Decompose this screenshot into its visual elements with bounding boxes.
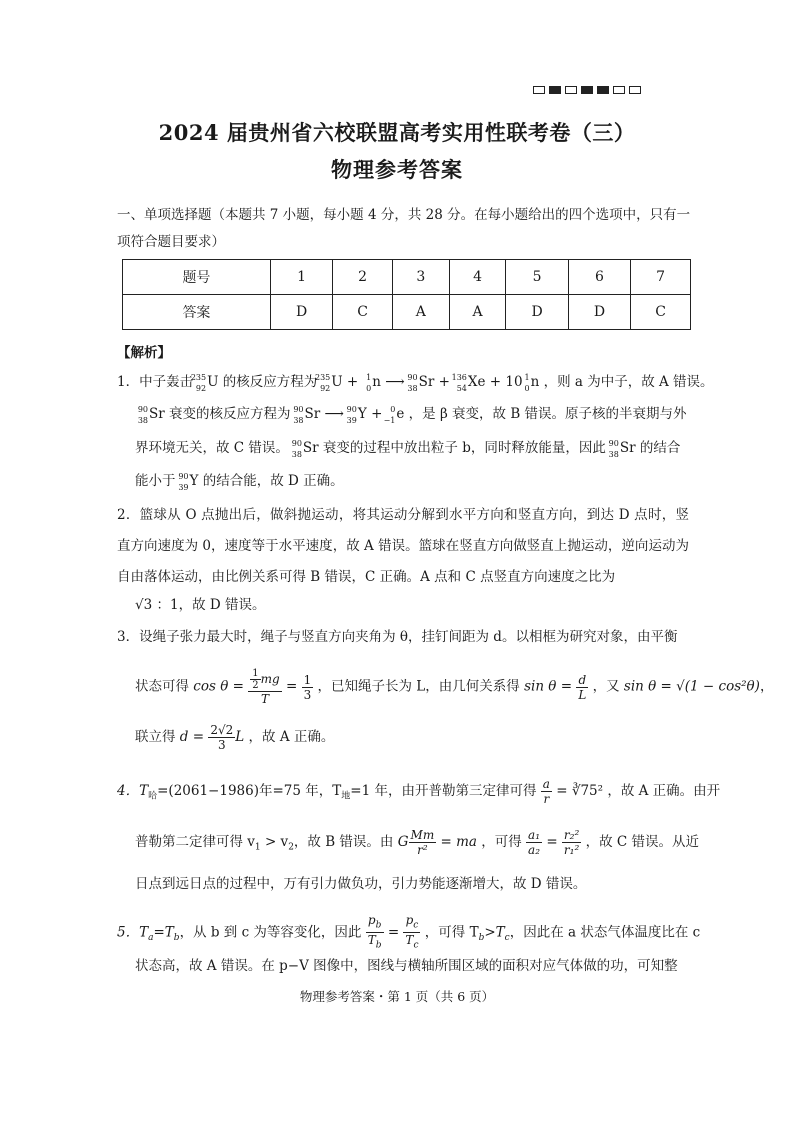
q1-text: U 的核反应方程为 [207,374,318,390]
q3-text: ， [759,678,774,695]
isotope: 90 39 [346,404,357,425]
mark-box [613,86,625,94]
fraction-numerator: 1 [303,672,312,687]
q4-math: = ∛75² [556,783,604,799]
fraction-denominator: T [260,692,269,706]
isotope: 235 92 [190,372,207,393]
isotope: 90 38 [291,438,302,459]
q1-text: Sr 的结合 [619,440,681,456]
fraction-denominator: 3 [303,687,312,702]
fraction-denominator: r [543,792,550,806]
fraction [208,723,235,752]
section1-heading: 一、单项选择题（本题共 7 小题，每小题 4 分，共 28 分。在每小题给出的四个选项中，只有一项符合题目要求） [117,207,691,250]
isotope: 90 38 [407,372,418,393]
fraction-denominator: T [405,933,414,948]
q5-text: ，因此在 a 状态气体温度比在 c [509,924,701,941]
q1-text: Sr + [418,374,450,390]
isotope: 235 92 [314,372,331,393]
q1-text: Sr ⟶ [304,406,344,422]
table-cell: C [333,295,393,330]
q3-text: ，故 A 正确。 [248,729,335,745]
page-footer: 物理参考答案・第 1 页（共 6 页） [299,989,495,1004]
q5-line1: 5．$T_a=T_b$，从 b 到 c 为等容变化，因此 $\frac{p_b}{T_b}$ = $\frac{p_c}{T_c}$ ，可得 $T_b>T_c$，因此在 a 状态气体温度比在 c [117,913,701,951]
isotope: 90 38 [137,404,148,425]
fraction-numerator: p [367,913,376,927]
fraction-numerator: p [405,913,414,927]
table-cell: 3 [393,260,450,295]
isotope: 1 0 [366,372,372,393]
table-row [123,260,691,295]
fraction-numerator: $\frac{1}{2}$ mg [248,668,281,692]
q3-line3 [135,723,334,752]
q2-paragraph: 2．篮球从 O 点抛出后，做斜抛运动，将其运动分解到水平方向和竖直方向，到达 D 点时，竖直方向速度为 0，速度等于水平速度，故 A 错误。篮球在竖直方向做竖直上抛运动，逆向运动为自由落体运动，由比例关系可得 B 错误，C 正确。A 点和 C 点竖直方向速度之比为 [117,507,689,585]
q2-tail: √3 ：1，故 D 错误。 [135,597,266,613]
fraction [576,673,588,702]
fraction [562,828,581,857]
q1-text: Xe + 10 [467,374,523,390]
fraction: $\frac{p_b}{T_b}$ [367,913,382,951]
row-label: 答案 [123,295,271,330]
q1-line4 [135,469,344,492]
q5-text: >T [484,924,505,941]
q5-text: ，可得 T [424,924,479,941]
q3-text: ，已知绳子长为 L，由几何关系得 [317,678,520,695]
q1-line3 [135,436,680,459]
fraction [248,668,281,706]
fraction-numerator: a₁ [528,828,541,842]
fraction-numerator: a [542,777,550,791]
title-line1: 2024 届贵州省六校联盟高考实用性联考卷（三） [158,120,636,145]
answer-table [122,259,691,330]
q4-math: G [397,834,409,850]
fraction-denominator: r₁² [563,843,580,857]
fraction-denominator: a₂ [528,843,541,857]
table-cell: A [393,295,450,330]
fraction: $\frac{p_c}{T_c}$ [405,913,419,951]
q4-line1: 4．$T_哈=(2061-1986)$年=75 年，$T_地=1$ 年，由开普勒第三定律可得 $\frac{a}{r}$ = ∛75² ，故 A 正确。由开 [117,777,721,806]
row-label: 题号 [123,260,271,295]
fraction-denominator: T [367,933,376,948]
fraction [541,777,552,806]
q3-math: L [235,729,245,745]
q4-text: =1 年，由开普勒第三定律可得 [350,783,537,799]
q4-math: = ma [440,834,477,850]
q3-line1: 3．设绳子张力最大时，绳子与竖直方向夹角为 θ，挂钉间距为 d。以相框为研究对象，由平衡 [117,629,678,645]
table-cell: 7 [631,260,691,295]
q4-text: ，故 A 正确。由开 [607,783,721,799]
q5-math: = [387,924,400,941]
fraction-denominator: 3 [217,738,226,752]
table-cell: 1 [270,260,332,295]
fraction-denominator: r² [417,843,428,857]
q3-math: mg [260,672,280,686]
q4-text: 普勒第二定律可得 v [135,834,255,850]
q1-text: n ，则 a 为中子，故 A 错误。 [530,374,714,390]
table-cell: A [449,295,506,330]
q1-text: 能小于 [135,473,176,489]
isotope: 1 0 [524,372,530,393]
q1-text: 界环境无关，故 C 错误。 [135,440,289,456]
table-cell: D [568,295,630,330]
fraction-numerator: 2√2 [210,723,234,737]
fraction-numerator: r₂² [563,828,580,842]
q5-line2: 状态高，故 A 错误。在 p−V 图像中，图线与横轴所围区域的面积对应气体做的功，可知整 [135,958,678,974]
fraction [409,828,437,857]
q1-line1 [117,370,714,393]
table-cell: 2 [333,260,393,295]
mark-box [549,86,561,94]
analysis-label: 【解析】 [117,345,171,361]
q1-text: n ⟶ [372,374,405,390]
q3-math: = [285,678,298,695]
q4-text: 4．T [117,783,149,799]
q3-math: sin θ = √(1 − cos²θ) [623,678,760,695]
q4-line2: 普勒第二定律可得 $v_1 > v_2$，故 B 错误。由 G $\frac{Mm}{\text{r²}}$ = ma ，可得 $\frac{\text{a₁}}{\text{a₂}}$ = $\frac{\text{r₂²}}{\text{r₁²}}$ ，故 C 错误。从近 [135,828,699,857]
q1-text: Sr 衰变的过程中放出粒子 b，同时释放能量，因此 [302,440,606,456]
isotope: 136 54 [451,372,467,393]
isotope: 0 −1 [383,404,396,425]
q3-text: 联立得 [135,729,176,745]
q1-text: e ，是 β 衰变，故 B 错误。原子核的半衰期与外 [396,406,687,422]
q4-text: ，故 B 错误。由 [293,834,394,850]
table-row [123,295,691,330]
q1-text: Y 的结合能，故 D 正确。 [189,473,344,489]
table-cell: D [270,295,332,330]
fraction [526,828,542,857]
q4-text: > v [260,834,289,850]
q1-text: U + [331,374,359,390]
table-cell: 4 [449,260,506,295]
title-line2: 物理参考答案 [331,157,463,182]
q3-text: 状态可得 [135,678,189,695]
q1-line2 [135,402,687,425]
table-cell: C [631,295,691,330]
mark-box [581,86,593,94]
q4-text: =(2061−1986)年=75 年，T [157,783,342,799]
table-cell: D [506,295,568,330]
mark-box [629,86,641,94]
q3-math: cos θ = [193,678,244,695]
q4-math: = [546,834,558,850]
q5-text: ，从 b 到 c 为等容变化，因此 [179,924,362,941]
mark-box [533,86,545,94]
mark-box [597,86,609,94]
isotope: 90 38 [293,404,304,425]
fraction [302,673,314,702]
q1-text: 1．中子轰击 [117,374,194,390]
q1-text: Sr 衰变的核反应方程为 [149,406,291,422]
table-cell: 5 [506,260,568,295]
fraction-denominator: L [578,687,587,702]
q3-math: d = [179,729,205,745]
q1-text: Y + [357,406,383,422]
table-cell: 6 [568,260,630,295]
header-marks [533,86,641,94]
q4-line3: 日点到远日点的过程中，万有引力做负功，引力势能逐渐增大，故 D 错误。 [135,876,587,892]
q4-text: ，故 C 错误。从近 [585,834,699,850]
q5-text: =T [153,924,174,941]
q3-text: ，又 [592,678,620,695]
q4-text: ，可得 [481,834,522,850]
isotope: 90 39 [178,471,189,492]
q3-line2 [135,668,773,706]
isotope: 90 38 [608,438,619,459]
mark-box [565,86,577,94]
fraction-numerator: d [576,673,588,688]
fraction-numerator: Mm [410,828,435,842]
q5-text: 5．T [117,924,149,941]
q3-math: sin θ = [524,678,573,695]
